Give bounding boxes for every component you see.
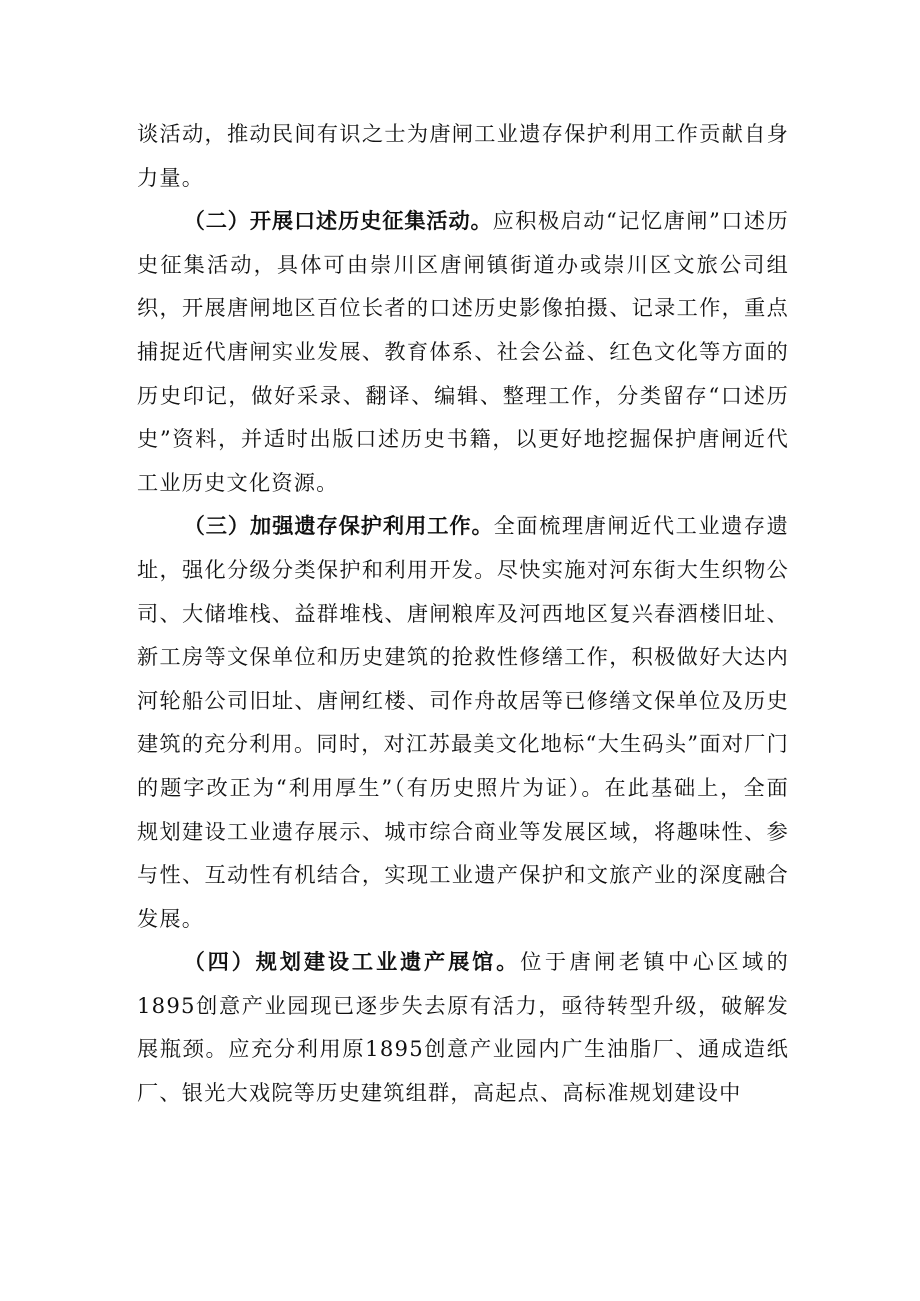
paragraph-body: 谈活动，推动民间有识之士为唐闸工业遗存保护利用工作贡献自身力量。 (137, 121, 789, 190)
paragraph-body: 全面梳理唐闸近代工业遗存遗址，强化分级分类保护和利用开发。尽快实施对河东街大生织物公司、大储堆栈、益群堆栈、唐闸粮库及河西地区复兴春酒楼旧址、新工房等文保单位和历史建筑的抢救性修缮工作，积极做好大达内河轮船公司旧址、唐闸红楼、司作舟故居等已修缮文保单位及历史建筑的充分利用。同时，对江苏最美文化地标“大生码头”面对厂门的题字改正为“利用厚生”（有历史照片为证）。在此基础上，全面规划建设工业遗存展示、城市综合商业等发展区域，将趣味性、参与性、互动性有机结合，实现工业遗产保护和文旅产业的深度融合发展。 (137, 513, 790, 931)
section-heading-heritage-museum: （四）规划建设工业遗产展馆。 (183, 949, 521, 975)
section-heading-oral-history: （二）开展口述历史征集活动。 (183, 208, 493, 234)
paragraph-heritage-protection (137, 504, 789, 940)
paragraph-continuation (137, 112, 789, 199)
section-heading-heritage-protection: （三）加强遗存保护利用工作。 (183, 513, 494, 539)
paragraph-body: 位于唐闸老镇中心区域的1895创意产业园现已逐步失去原有活力，亟待转型升级，破解发展瓶颈。应充分利用原1895创意产业园内广生油脂厂、通成造纸厂、银光大戏院等历史建筑组群，高起点、高标准规划建设中 (137, 949, 789, 1106)
paragraph-body: 应积极启动“记忆唐闸”口述历史征集活动，具体可由崇川区唐闸镇街道办或崇川区文旅公司组织，开展唐闸地区百位长者的口述历史影像拍摄、记录工作，重点捕捉近代唐闸实业发展、教育体系、社会公益、红色文化等方面的历史印记，做好采录、翻译、编辑、整理工作，分类留存“口述历史”资料，并适时出版口述历史书籍，以更好地挖掘保护唐闸近代工业历史文化资源。 (137, 208, 789, 495)
paragraph-oral-history (137, 199, 789, 504)
document-page (137, 112, 789, 1115)
paragraph-heritage-museum (137, 940, 789, 1114)
